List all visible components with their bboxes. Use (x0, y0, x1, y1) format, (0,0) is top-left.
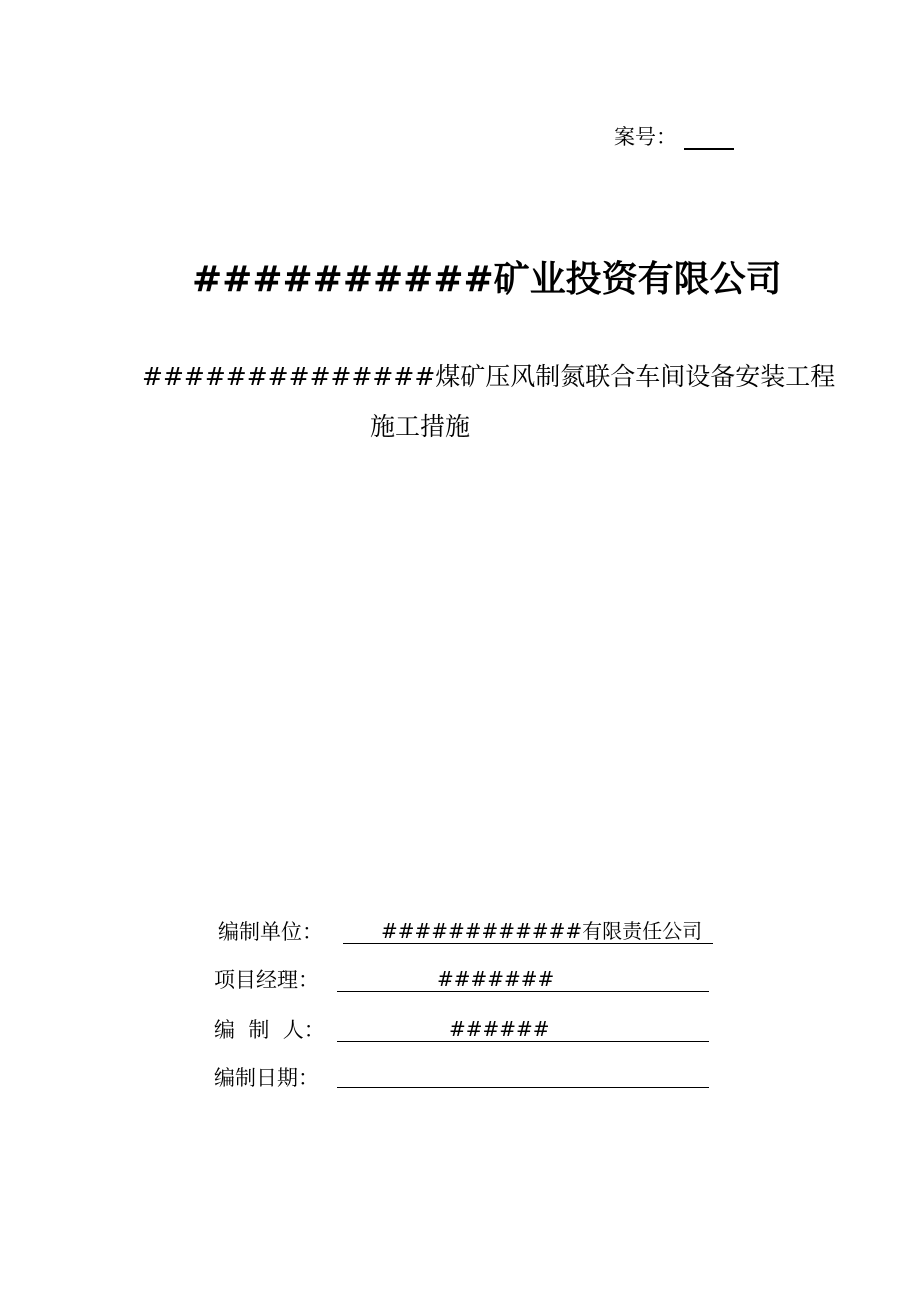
compile-date-label: 编制日期： (214, 1066, 319, 1090)
project-title-line2: 施工措施 (370, 412, 471, 441)
author-label: 编 制 人： (214, 1018, 325, 1042)
project-manager-label: 项目经理： (214, 968, 319, 992)
compiling-unit-label: 编制单位： (218, 920, 323, 944)
case-number-label: 案号： (614, 125, 677, 149)
compile-date-field (337, 1062, 709, 1088)
project-title-line1: ##############煤矿压风制氮联合车间设备安装工程 (142, 362, 836, 391)
compiling-unit-value: ############有限责任公司 (381, 919, 703, 943)
company-title: ##########矿业投资有限公司 (192, 259, 782, 300)
compiling-unit-field (343, 918, 713, 944)
project-manager-value: ####### (437, 967, 555, 991)
case-number-field (684, 124, 734, 150)
author-field (337, 1016, 709, 1042)
project-manager-field (337, 966, 709, 992)
author-value: ###### (449, 1017, 550, 1041)
